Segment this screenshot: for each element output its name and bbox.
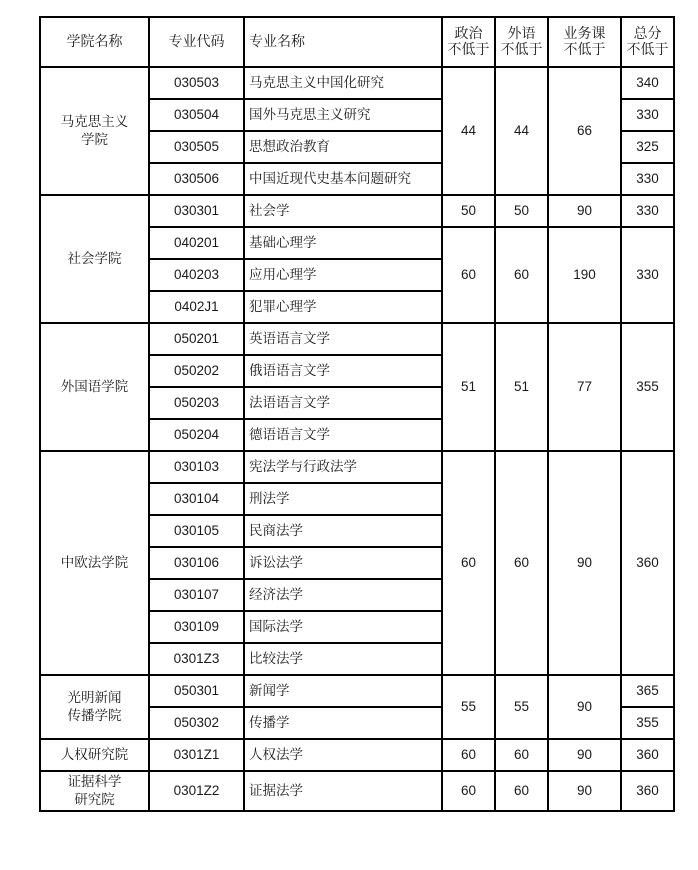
major-code: 040201 bbox=[149, 227, 244, 259]
college-cell: 外国语学院 bbox=[40, 323, 149, 451]
major-code: 030107 bbox=[149, 579, 244, 611]
major-code: 030301 bbox=[149, 195, 244, 227]
table-row bbox=[40, 675, 674, 707]
professional-score: 90 bbox=[548, 451, 621, 675]
major-code: 0301Z2 bbox=[149, 771, 244, 811]
professional-score: 90 bbox=[548, 739, 621, 771]
total-score: 355 bbox=[621, 707, 674, 739]
politics-score: 60 bbox=[442, 451, 495, 675]
header-politics: 政治 不低于 bbox=[442, 17, 495, 67]
major-name: 思想政治教育 bbox=[244, 131, 442, 163]
major-name: 英语语言文学 bbox=[244, 323, 442, 355]
major-name: 刑法学 bbox=[244, 483, 442, 515]
major-code: 0402J1 bbox=[149, 291, 244, 323]
table-row bbox=[40, 771, 674, 811]
language-score: 50 bbox=[495, 195, 548, 227]
college-cell: 人权研究院 bbox=[40, 739, 149, 771]
total-score: 330 bbox=[621, 195, 674, 227]
major-name: 德语语言文学 bbox=[244, 419, 442, 451]
college-cell: 光明新闻 传播学院 bbox=[40, 675, 149, 739]
politics-score: 60 bbox=[442, 771, 495, 811]
table-row bbox=[40, 739, 674, 771]
language-score: 60 bbox=[495, 771, 548, 811]
major-code: 0301Z1 bbox=[149, 739, 244, 771]
major-name: 国外马克思主义研究 bbox=[244, 99, 442, 131]
college-cell: 证据科学 研究院 bbox=[40, 771, 149, 811]
professional-score: 90 bbox=[548, 675, 621, 739]
politics-score: 60 bbox=[442, 227, 495, 323]
politics-score: 50 bbox=[442, 195, 495, 227]
major-code: 030106 bbox=[149, 547, 244, 579]
college-cell: 马克思主义 学院 bbox=[40, 67, 149, 195]
major-name: 诉讼法学 bbox=[244, 547, 442, 579]
major-code: 030504 bbox=[149, 99, 244, 131]
header-row bbox=[40, 17, 674, 67]
table-row bbox=[40, 323, 674, 355]
total-score: 355 bbox=[621, 323, 674, 451]
admission-score-table bbox=[39, 16, 675, 812]
major-name: 基础心理学 bbox=[244, 227, 442, 259]
college-cell: 中欧法学院 bbox=[40, 451, 149, 675]
language-score: 55 bbox=[495, 675, 548, 739]
professional-score: 66 bbox=[548, 67, 621, 195]
major-name: 国际法学 bbox=[244, 611, 442, 643]
politics-score: 60 bbox=[442, 739, 495, 771]
major-name: 中国近现代史基本问题研究 bbox=[244, 163, 442, 195]
total-score: 330 bbox=[621, 163, 674, 195]
politics-score: 55 bbox=[442, 675, 495, 739]
total-score: 330 bbox=[621, 227, 674, 323]
header-code: 专业代码 bbox=[149, 17, 244, 67]
language-score: 51 bbox=[495, 323, 548, 451]
header-college: 学院名称 bbox=[40, 17, 149, 67]
language-score: 60 bbox=[495, 451, 548, 675]
total-score: 360 bbox=[621, 771, 674, 811]
major-name: 社会学 bbox=[244, 195, 442, 227]
politics-score: 51 bbox=[442, 323, 495, 451]
language-score: 60 bbox=[495, 227, 548, 323]
header-total: 总分 不低于 bbox=[621, 17, 674, 67]
major-code: 030103 bbox=[149, 451, 244, 483]
total-score: 365 bbox=[621, 675, 674, 707]
professional-score: 77 bbox=[548, 323, 621, 451]
major-code: 050204 bbox=[149, 419, 244, 451]
major-code: 050202 bbox=[149, 355, 244, 387]
major-code: 030105 bbox=[149, 515, 244, 547]
college-cell: 社会学院 bbox=[40, 195, 149, 323]
major-code: 030503 bbox=[149, 67, 244, 99]
major-name: 人权法学 bbox=[244, 739, 442, 771]
total-score: 325 bbox=[621, 131, 674, 163]
major-name: 新闻学 bbox=[244, 675, 442, 707]
major-code: 050301 bbox=[149, 675, 244, 707]
major-name: 经济法学 bbox=[244, 579, 442, 611]
professional-score: 90 bbox=[548, 195, 621, 227]
header-language: 外语 不低于 bbox=[495, 17, 548, 67]
major-code: 040203 bbox=[149, 259, 244, 291]
table-row bbox=[40, 67, 674, 99]
major-name: 法语语言文学 bbox=[244, 387, 442, 419]
total-score: 360 bbox=[621, 739, 674, 771]
language-score: 44 bbox=[495, 67, 548, 195]
major-code: 050302 bbox=[149, 707, 244, 739]
header-professional: 业务课 不低于 bbox=[548, 17, 621, 67]
major-code: 050203 bbox=[149, 387, 244, 419]
major-name: 犯罪心理学 bbox=[244, 291, 442, 323]
major-name: 比较法学 bbox=[244, 643, 442, 675]
language-score: 60 bbox=[495, 739, 548, 771]
total-score: 340 bbox=[621, 67, 674, 99]
major-name: 民商法学 bbox=[244, 515, 442, 547]
header-major: 专业名称 bbox=[244, 17, 442, 67]
professional-score: 190 bbox=[548, 227, 621, 323]
politics-score: 44 bbox=[442, 67, 495, 195]
professional-score: 90 bbox=[548, 771, 621, 811]
major-code: 030104 bbox=[149, 483, 244, 515]
table-row bbox=[40, 195, 674, 227]
major-name: 俄语语言文学 bbox=[244, 355, 442, 387]
major-code: 030505 bbox=[149, 131, 244, 163]
major-code: 030506 bbox=[149, 163, 244, 195]
major-name: 马克思主义中国化研究 bbox=[244, 67, 442, 99]
major-code: 050201 bbox=[149, 323, 244, 355]
major-name: 宪法学与行政法学 bbox=[244, 451, 442, 483]
major-code: 030109 bbox=[149, 611, 244, 643]
table-row bbox=[40, 451, 674, 483]
total-score: 360 bbox=[621, 451, 674, 675]
total-score: 330 bbox=[621, 99, 674, 131]
major-code: 0301Z3 bbox=[149, 643, 244, 675]
major-name: 传播学 bbox=[244, 707, 442, 739]
major-name: 应用心理学 bbox=[244, 259, 442, 291]
major-name: 证据法学 bbox=[244, 771, 442, 811]
